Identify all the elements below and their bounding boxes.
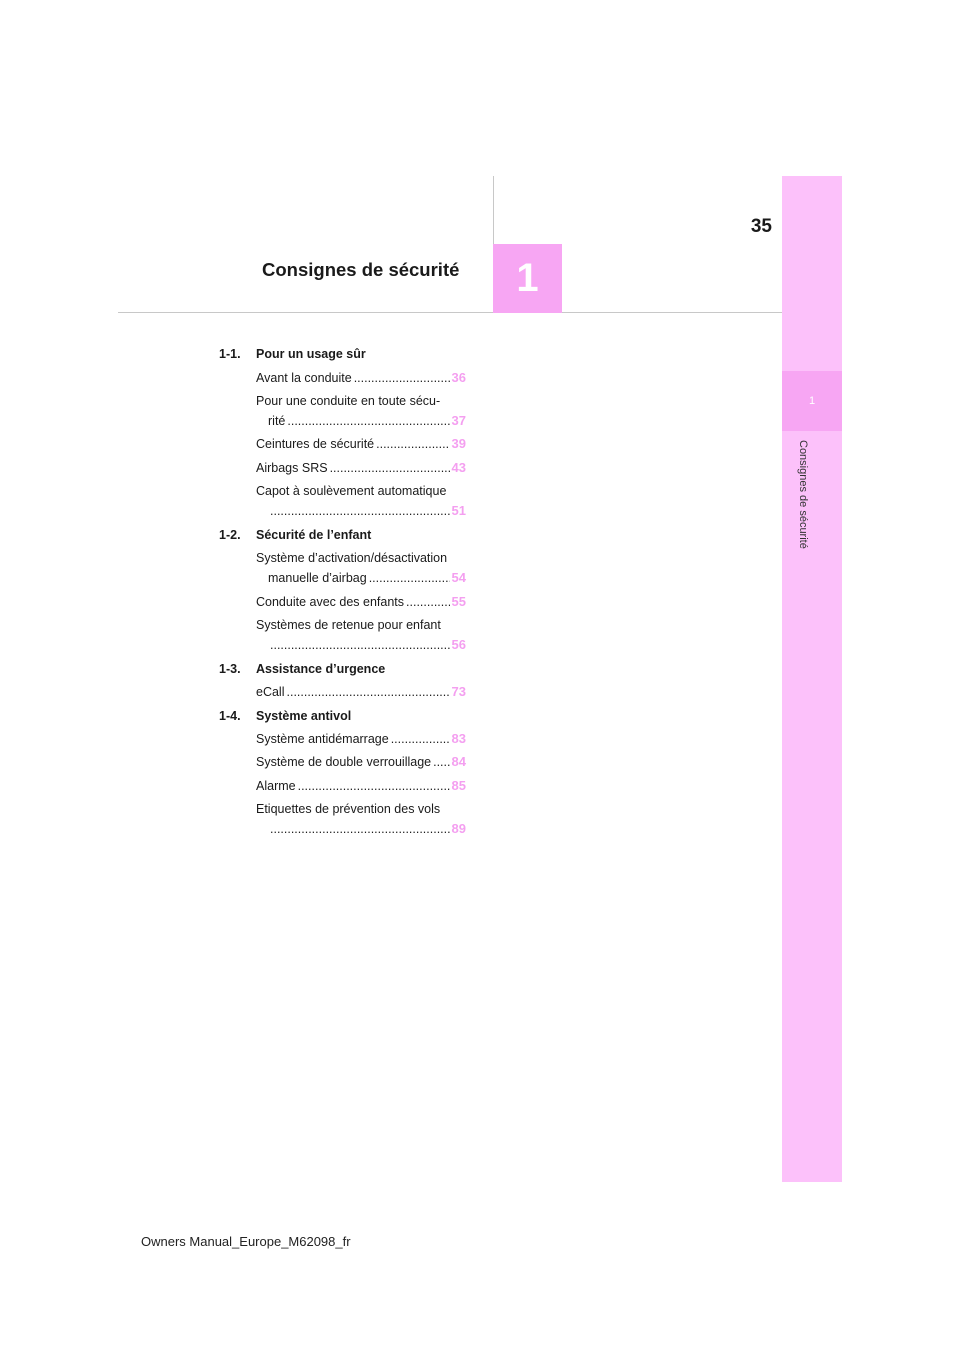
toc-entry-text: Airbags SRS <box>256 461 328 475</box>
toc-entry[interactable] <box>256 731 466 747</box>
toc-leader-dots <box>433 754 449 770</box>
toc-entry[interactable] <box>256 460 466 476</box>
section-number: 1-2. <box>219 528 241 542</box>
header-horizontal-rule <box>118 312 782 313</box>
section-title: Assistance d’urgence <box>256 662 386 676</box>
section-title: Système antivol <box>256 709 352 723</box>
side-tab-bar <box>782 176 842 1182</box>
toc-leader-dots <box>298 778 450 794</box>
toc-entry-text: Ceintures de sécurité <box>256 437 375 451</box>
toc-page-link[interactable]: 36 <box>451 370 466 385</box>
page-number: 35 <box>750 216 772 237</box>
toc-leader-dots <box>391 731 450 747</box>
toc-page-link[interactable]: 43 <box>451 460 466 475</box>
toc-entry-text: Alarme <box>256 779 296 793</box>
toc-leader-dots <box>369 570 450 586</box>
toc-entry-text: Conduite avec des enfants <box>256 595 405 609</box>
toc-entry-text: Système antidémarrage <box>256 732 389 746</box>
toc-entry[interactable] <box>256 436 466 452</box>
toc-leader-dots <box>376 436 449 452</box>
side-tab-label: Consignes de sécurité <box>797 440 809 549</box>
toc-entry-text: manuelle d’airbag <box>268 571 367 585</box>
toc-page-link[interactable]: 51 <box>451 503 466 518</box>
toc-entry[interactable] <box>256 370 466 386</box>
section-title: Sécurité de l’enfant <box>256 528 372 542</box>
toc-entry-text: Capot à soulèvement automatique <box>256 484 447 498</box>
section-number: 1-4. <box>219 709 241 723</box>
toc-page-link[interactable]: 56 <box>451 637 466 652</box>
toc-leader-dots <box>287 684 450 700</box>
chapter-number-box: 1 <box>493 244 562 313</box>
section-number: 1-1. <box>219 347 241 361</box>
toc-entry[interactable] <box>256 617 466 653</box>
toc-entry-text: Avant la conduite <box>256 371 352 385</box>
toc-entry-text: Système de double verrouillage <box>256 755 432 769</box>
toc-leader-dots <box>406 594 450 610</box>
section-number: 1-3. <box>219 662 241 676</box>
toc-entry-text: Systèmes de retenue pour enfant <box>256 618 441 632</box>
toc-entry[interactable] <box>256 684 466 700</box>
toc-page-link[interactable]: 54 <box>451 570 466 585</box>
toc-page-link[interactable]: 89 <box>451 821 466 836</box>
toc-leader-dots <box>354 370 450 386</box>
toc-entry[interactable] <box>256 594 466 610</box>
toc-page-link[interactable]: 39 <box>451 436 466 451</box>
toc-entry-text: Système d’activation/désactivation <box>256 551 448 565</box>
toc-page-link[interactable]: 73 <box>451 684 466 699</box>
toc-page-link[interactable]: 84 <box>451 754 466 769</box>
toc-entry-text: Pour une conduite en toute sécu- <box>256 394 441 408</box>
toc-entry-text: Etiquettes de prévention des vols <box>256 802 441 816</box>
section-title: Pour un usage sûr <box>256 347 366 361</box>
toc-entry[interactable] <box>256 393 466 429</box>
side-tab-chapter-1[interactable]: 1 <box>782 371 842 431</box>
toc-leader-dots <box>287 413 449 429</box>
toc-entry[interactable] <box>256 550 466 586</box>
toc-entry[interactable] <box>256 754 466 770</box>
toc-entry-text: rité <box>268 414 286 428</box>
footer-document-id: Owners Manual_Europe_M62098_fr <box>141 1234 351 1249</box>
toc-page-link[interactable]: 85 <box>451 778 466 793</box>
toc-leader-dots <box>270 503 450 519</box>
toc-page-link[interactable]: 83 <box>451 731 466 746</box>
toc-entry[interactable] <box>256 801 466 837</box>
toc-leader-dots <box>330 460 450 476</box>
toc-page-link[interactable]: 55 <box>451 594 466 609</box>
toc-entry-text: eCall <box>256 685 285 699</box>
toc-entry[interactable] <box>256 483 466 519</box>
toc-leader-dots <box>270 821 450 837</box>
toc-page-link[interactable]: 37 <box>451 413 466 428</box>
toc-entry[interactable] <box>256 778 466 794</box>
chapter-title: Consignes de sécurité <box>262 259 460 280</box>
toc-leader-dots <box>270 637 450 653</box>
